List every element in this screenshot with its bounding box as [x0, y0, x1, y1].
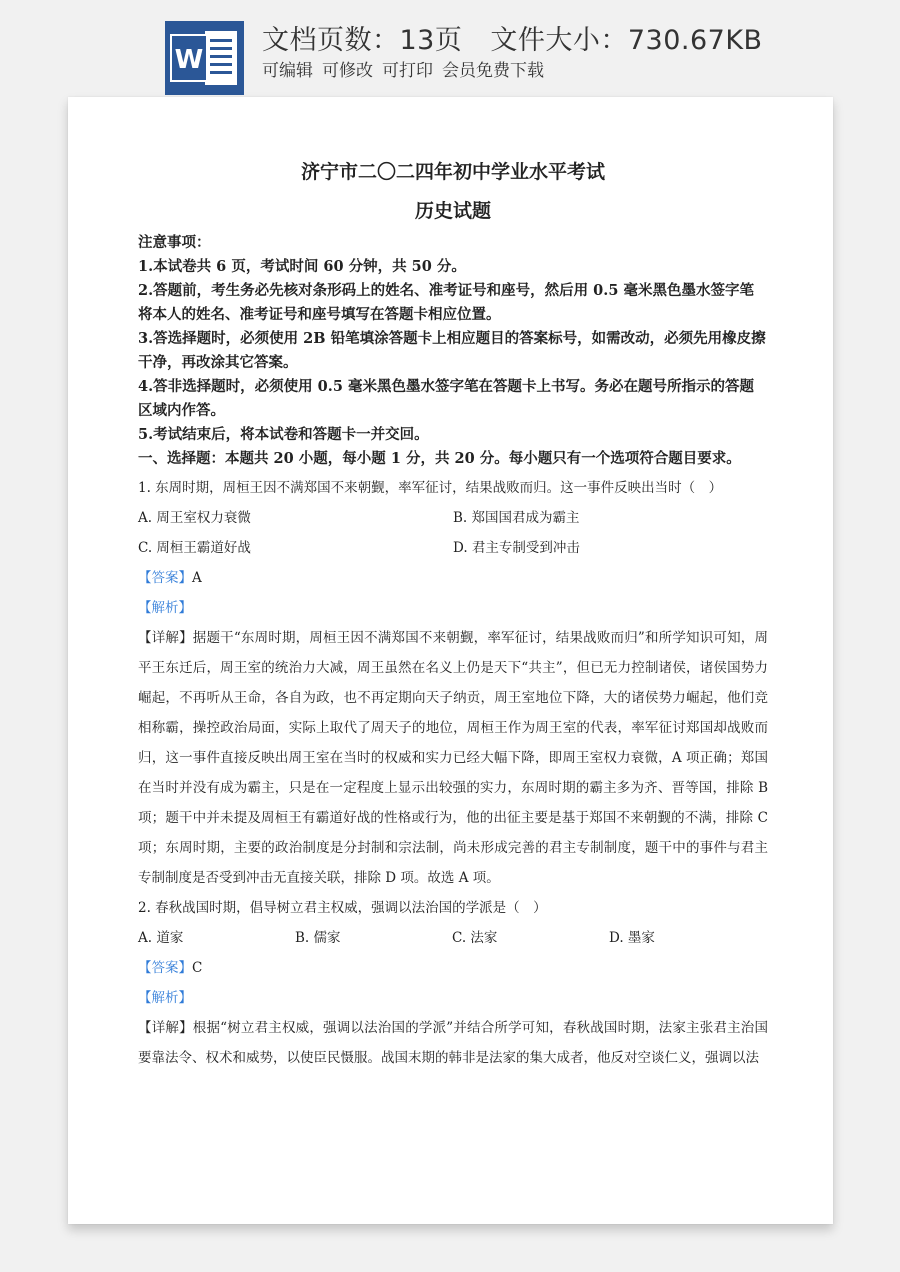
analysis-line — [138, 593, 768, 623]
feature-editable: 可编辑 — [262, 61, 313, 81]
option-b: B. 儒家 — [295, 930, 341, 946]
notice-item-3: 3.答选择题时，必须使用 2B 铅笔填涂答题卡上相应题目的答案标号，如需改动，必须先用橡皮擦干净，再改涂其它答案。 — [138, 330, 766, 371]
analysis-tag: 【解析】 — [138, 600, 192, 616]
answer-tag: 【答案】 — [138, 960, 192, 976]
exam-subtitle: 历史试题 — [414, 200, 491, 222]
detail-text: 据题干“东周时期，周桓王因不满郑国不来朝觐，率军征讨，结果战败而归”和所学知识可知，周平王东迁后，周王室的统治力大减，周王虽然在名义上仍是天下“共主”，但已无力控制诸侯，诸侯国势力崛起，不再听从王命，各自为政，也不再定期向天子纳贡，周王室地位下降，大的诸侯势力崛起，他们竞相称霸，操控政治局面，实际上取代了周天子的地位，周桓王作为周王室的代表，率军征讨郑国却战败而归，这一事件直接反映出周王室在当时的权威和实力已经大幅下降，即周王室权力衰微，A 项正确；郑国在当时并没有成为霸主，只是在一定程度上显示出较强的实力，东周时期的霸主多为齐、晋等国，排除 B 项；题干中并未提及周桓王有霸道好战的性格或行为，他的出征主要是基于郑国不来朝觐的不满，排除 C 项；东周时期，主要的政治制度是分封制和宗法制，尚未形成完善的君主专制制度，题干中的事件与君主专制制度是否受到冲击无直接关联，排除 D 项。故选 A 项。 — [138, 630, 768, 886]
question-options — [138, 503, 768, 563]
page-count-label: 文档页数：13页 — [262, 25, 463, 56]
answer-value: A — [192, 570, 202, 586]
document-info-banner — [0, 0, 900, 96]
notice-block — [138, 231, 768, 447]
notice-heading: 注意事项： — [138, 234, 211, 251]
notice-item-5: 5.考试结束后，将本试卷和答题卡一并交回。 — [138, 426, 429, 443]
notice-item-1: 1.本试卷共 6 页，考试时间 60 分钟，共 50 分。 — [138, 258, 466, 275]
option-a: A. 周王室权力衰微 — [138, 510, 251, 526]
detail-paragraph — [138, 1013, 768, 1073]
option-c: C. 法家 — [452, 930, 498, 946]
option-d: D. 君主专制受到冲击 — [453, 540, 580, 556]
document-content — [138, 157, 768, 1073]
feature-member-download: 会员免费下载 — [442, 61, 544, 81]
detail-text: 根据“树立君主权威，强调以法治国的学派”并结合所学可知，春秋战国时期，法家主张君主治国要靠法令、权术和威势，以使臣民慑服。战国末期的韩非是法家的集大成者，他反对空谈仁义，强调以法 — [138, 1020, 768, 1066]
answer-tag: 【答案】 — [138, 570, 192, 586]
option-c: C. 周桓王霸道好战 — [138, 540, 251, 556]
detail-tag: 【详解】 — [138, 630, 193, 646]
question-stem: 2. 春秋战国时期，倡导树立君主权威，强调以法治国的学派是（ ） — [138, 900, 547, 916]
answer-line — [138, 563, 768, 593]
detail-paragraph — [138, 623, 768, 893]
banner-title — [262, 18, 791, 57]
question-2 — [138, 893, 768, 1073]
answer-line — [138, 953, 768, 983]
analysis-line — [138, 983, 768, 1013]
file-size-label: 文件大小：730.67KB — [490, 25, 763, 56]
option-b: B. 郑国国君成为霸主 — [453, 510, 580, 526]
question-options — [138, 923, 768, 953]
word-document-icon — [165, 21, 244, 95]
exam-title: 济宁市二〇二四年初中学业水平考试 — [300, 161, 605, 183]
section-title: 一、选择题：本题共 20 小题，每小题 1 分，共 20 分。每小题只有一个选项符合题目要求。 — [138, 450, 741, 467]
notice-item-4: 4.答非选择题时，必须使用 0.5 毫米黑色墨水签字笔在答题卡上书写。务必在题号所指示的答题区域内作答。 — [138, 378, 754, 419]
question-1 — [138, 473, 768, 893]
option-a: A. 道家 — [138, 930, 184, 946]
detail-tag: 【详解】 — [138, 1020, 193, 1036]
feature-modifiable: 可修改 — [322, 61, 373, 81]
answer-value: C — [192, 960, 203, 976]
notice-item-2: 2.答题前，考生务必先核对条形码上的姓名、准考证号和座号，然后用 0.5 毫米黑色墨水签字笔将本人的姓名、准考证号和座号填写在答题卡相应位置。 — [138, 282, 754, 323]
option-d: D. 墨家 — [609, 930, 655, 946]
svg-text:W: W — [174, 45, 204, 75]
question-stem: 1. 东周时期，周桓王因不满郑国不来朝觐，率军征讨，结果战败而归。这一事件反映出当时（ ） — [138, 480, 723, 496]
feature-printable: 可打印 — [382, 61, 433, 81]
document-page — [68, 97, 833, 1224]
feature-list — [262, 56, 553, 81]
analysis-tag: 【解析】 — [138, 990, 192, 1006]
